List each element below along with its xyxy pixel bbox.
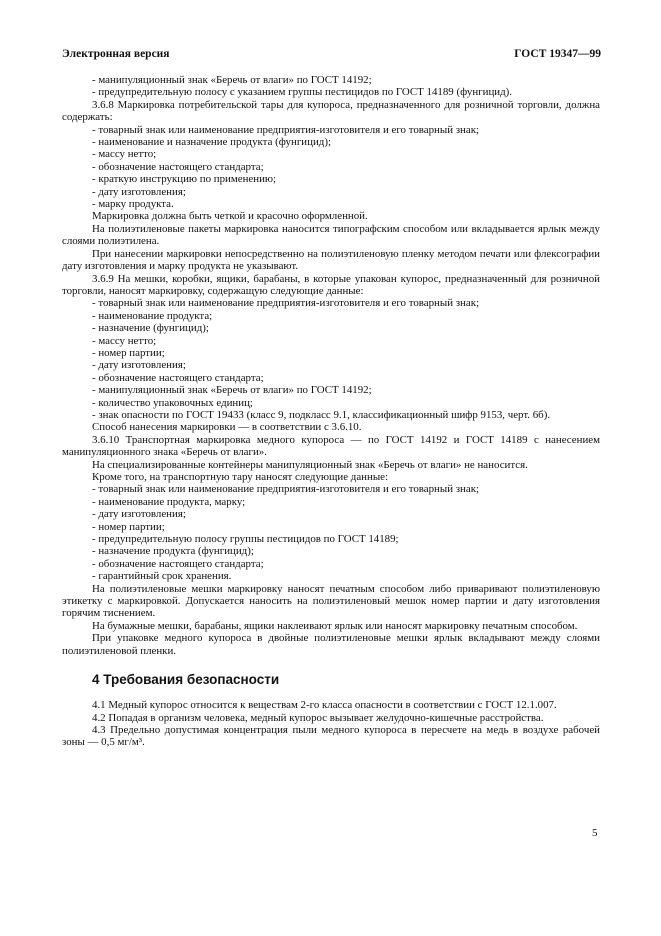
paragraph: При нанесении маркировки непосредственно на полиэтиленовую пленку методом печати или флексографии дату изготовления и марку продукта не указывают.: [62, 247, 600, 273]
paragraph: На специализированные контейнеры манипуляционный знак «Беречь от влаги» не наносится.: [92, 458, 528, 471]
list-item: - номер партии;: [92, 346, 165, 359]
list-item: - гарантийный срок хранения.: [92, 570, 232, 583]
paragraph: 3.6.10 Транспортная маркировка медного купороса — по ГОСТ 14192 и ГОСТ 14189 с нанесением манипуляционного знака «Беречь от влаги».: [62, 433, 600, 459]
paragraph: 4.3 Предельно допустимая концентрация пыли медного купороса в пересчете на медь в воздухе рабочей зоны — 0,5 мг/м³.: [62, 723, 600, 749]
section-4-text: [62, 699, 600, 749]
list-item: - дату изготовления;: [92, 185, 186, 198]
running-header-left: Электронная версия: [62, 48, 170, 60]
list-item: - предупредительную полосу с указанием группы пестицидов по ГОСТ 14189 (фунгицид).: [92, 86, 513, 99]
document-body: [62, 74, 600, 749]
list-item: - дату изготовления;: [92, 508, 186, 521]
paragraph: На полиэтиленовые пакеты маркировка наносится типографским способом или вкладывается ярлык между слоями полиэтилена.: [62, 222, 600, 248]
paragraph: Способ нанесения маркировки — в соответствии с 3.6.10.: [92, 421, 362, 434]
list-item: - манипуляционный знак «Беречь от влаги» по ГОСТ 14192;: [92, 384, 372, 397]
list-item: - номер партии;: [92, 520, 165, 533]
list-item: - обозначение настоящего стандарта;: [92, 160, 264, 173]
list-item: - обозначение настоящего стандарта;: [92, 371, 264, 384]
list-item: - наименование и назначение продукта (фунгицид);: [92, 136, 331, 149]
list-item: - марку продукта.: [92, 198, 174, 211]
list-item: - назначение (фунгицид);: [92, 322, 209, 335]
list-item: - товарный знак или наименование предприятия-изготовителя и его товарный знак;: [92, 297, 480, 310]
paragraph: 4.1 Медный купорос относится к веществам 2-го класса опасности в соответствии с ГОСТ 12.1.007.: [92, 699, 557, 712]
list-item: - массу нетто;: [92, 148, 157, 161]
paragraph: 3.6.8 Маркировка потребительской тары для купороса, предназначенного для розничной торговли, должна содержать:: [62, 98, 600, 124]
list-item: - дату изготовления;: [92, 359, 186, 372]
paragraph: 3.6.9 На мешки, коробки, ящики, барабаны, в которые упакован купорос, предназначенный для розничной торговли, наносят маркировку, содержащую следующие данные:: [62, 272, 600, 297]
paragraph: На полиэтиленовые мешки маркировку наносят печатным способом либо приваривают полиэтиленовую этикетку с маркировкой. Допускается наносить на полиэтиленовый мешок номер партии и дату изготовления горячим тиснением.: [62, 582, 600, 620]
page-number: 5: [592, 827, 598, 839]
list-item: - манипуляционный знак «Беречь от влаги» по ГОСТ 14192;: [92, 74, 372, 86]
paragraph: На бумажные мешки, барабаны, ящики наклеивают ярлык или наносят маркировку печатным способом.: [92, 619, 578, 632]
list-item: - предупредительную полосу группы пестицидов по ГОСТ 14189;: [92, 533, 399, 546]
paragraph: Маркировка должна быть четкой и красочно оформленной.: [92, 210, 368, 223]
list-item: - наименование продукта, марку;: [92, 495, 246, 508]
list-item: - назначение продукта (фунгицид);: [92, 545, 254, 558]
list-item: - товарный знак или наименование предприятия-изготовителя и его товарный знак;: [92, 123, 480, 136]
list-item: - обозначение настоящего стандарта;: [92, 557, 264, 570]
list-item: - краткую инструкцию по применению;: [92, 173, 277, 186]
section-title: 4 Требования безопасности: [92, 672, 280, 688]
list-item: - массу нетто;: [92, 334, 157, 347]
list-item: - товарный знак или наименование предприятия-изготовителя и его товарный знак;: [92, 483, 480, 496]
section-3-text: [62, 74, 600, 657]
list-item: - количество упаковочных единиц;: [92, 396, 253, 409]
running-header-right: ГОСТ 19347—99: [514, 48, 601, 60]
paragraph: 4.2 Попадая в организм человека, медный купорос вызывает желудочно-кишечные расстройства.: [92, 711, 544, 724]
list-item: - знак опасности по ГОСТ 19433 (класс 9, подкласс 9.1, классификационный шифр 9153, черт. 6б).: [92, 408, 551, 421]
paragraph: Кроме того, на транспортную тару наносят следующие данные:: [92, 471, 389, 483]
list-item: - наименование продукта;: [92, 309, 213, 322]
paragraph: При упаковке медного купороса в двойные полиэтиленовые мешки ярлык вкладывают между слоями полиэтиленовой пленки.: [62, 632, 600, 657]
